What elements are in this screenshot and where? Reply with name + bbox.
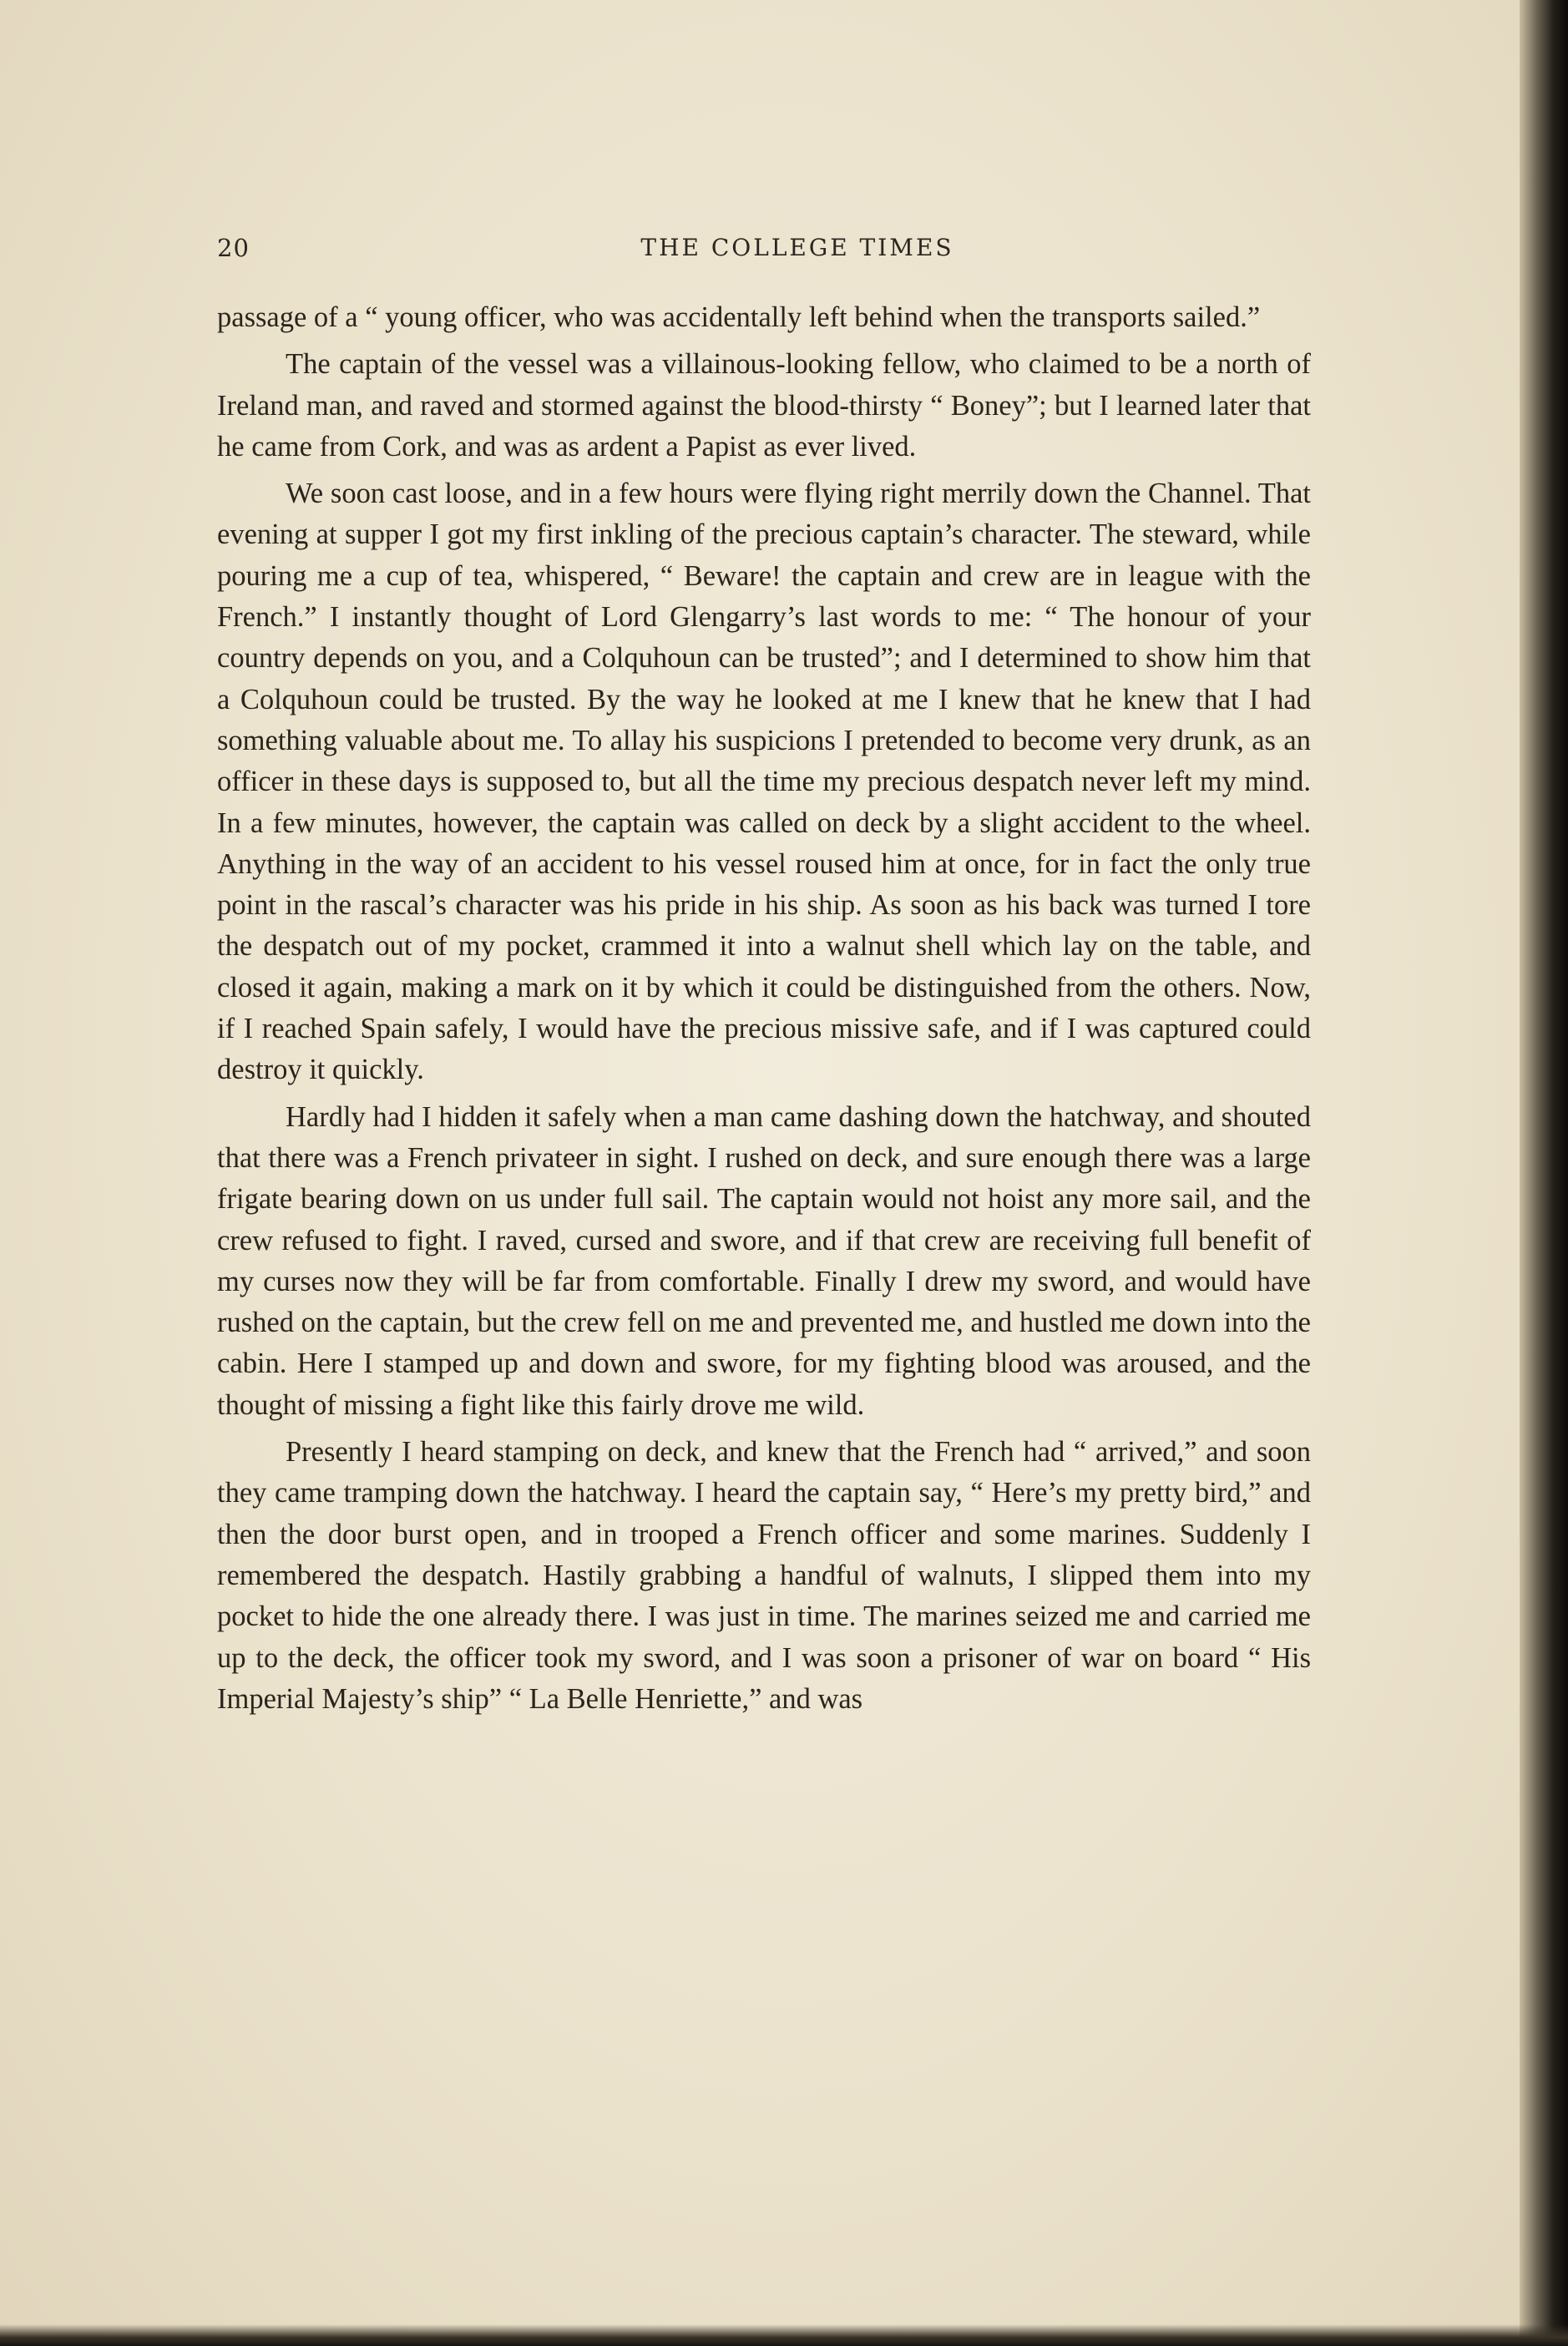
paragraph-5: Presently I heard stamping on deck, and knew that the French had “ arrived,” and soon they came tramping down the hatchway. I heard the captain say, “ Here’s my pretty bird,” and then the door burst open, and in trooped a French officer and some marines. Suddenly I remembered the despatch. Hastily grabbing a handful of walnuts, I slipped them into my pocket to hide the one already there. I was just in time. The marines seized me and carried me up to the deck, the officer took my sword, and I was soon a prisoner of war on board “ His Imperial Majesty’s ship” “ La Belle Henriette,” and was <box>217 1436 1311 1715</box>
journal-title: THE COLLEGE TIMES <box>640 234 954 261</box>
paragraph-1: passage of a “ young officer, who was accidentally left behind when the transports sailed.” <box>217 301 1261 333</box>
paragraph-3: We soon cast loose, and in a few hours were flying right merrily down the Channel. That evening at supper I got my first inkling of the precious captain’s character. The steward, while pouring me a cup of tea, whispered, “ Beware! the captain and crew are in league with the French.” I instantly thought of Lord Glengarry’s last words to me: “ The honour of your country depends on you, and a Colquhoun can be trusted”; and I determined to show him that a Colquhoun could be trusted. By the way he looked at me I knew that he knew that I had something valuable about me. To allay his suspicions I pretended to become very drunk, as an officer in these days is supposed to, but all the time my precious despatch never left my mind. In a few minutes, however, the captain was called on deck by a slight accident to the wheel. Anything in the way of an accident to his vessel roused him at once, for in fact the only true point in the rascal’s character was his pride in his ship. As soon as his back was turned I tore the despatch out of my pocket, crammed it into a walnut shell which lay on the table, and closed it again, making a mark on it by which it could be distinguished from the others. Now, if I reached Spain safely, I would have the precious missive safe, and if I was captured could destroy it quickly. <box>217 478 1311 1086</box>
page-number: 20 <box>217 234 250 262</box>
paragraph-4: Hardly had I hidden it safely when a man came dashing down the hatchway, and shouted that there was a French privateer in sight. I rushed on deck, and sure enough there was a large frigate bearing down on us under full sail. The captain would not hoist any more sail, and the crew refused to fight. I raved, cursed and swore, and if that crew are receiving full benefit of my curses now they will be far from comfortable. Finally I drew my sword, and would have rushed on the captain, but the crew fell on me and prevented me, and hustled me down into the cabin. Here I stamped up and down and swore, for my fighting blood was aroused, and the thought of missing a fight like this fairly drove me wild. <box>217 1100 1311 1421</box>
book-spine-shadow <box>1520 0 1568 2346</box>
page-bottom-edge <box>0 2324 1568 2346</box>
running-head <box>217 234 1311 272</box>
article-body <box>217 297 1311 1726</box>
paragraph-2: The captain of the vessel was a villainous-looking fellow, who claimed to be a north of Ireland man, and raved and stormed against the blood-thirsty “ Boney”; but I learned later that he came from Cork, and was as ardent a Papist as ever lived. <box>217 348 1311 463</box>
